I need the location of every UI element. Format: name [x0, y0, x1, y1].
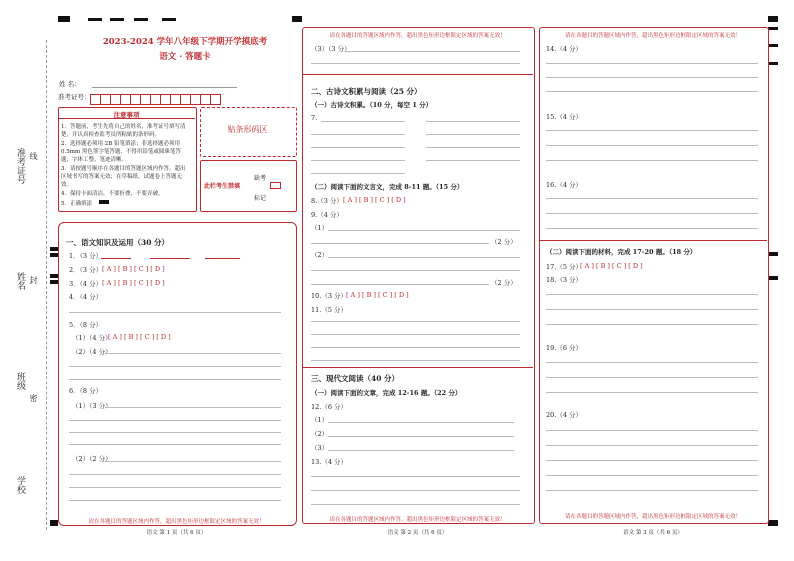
timing-mark	[110, 18, 124, 21]
q17-label: 17.（5 分）	[546, 263, 583, 271]
notice-line: 5．正确填涂	[61, 201, 92, 207]
absent-mark-label-2: 标记	[254, 195, 267, 202]
notice-line: 楚，并认真检查监考员所粘贴的条形码。	[61, 132, 161, 138]
q1-blank[interactable]	[150, 258, 190, 259]
answer-line[interactable]	[546, 228, 758, 229]
notice-line: 题；字体工整、笔迹清晰。	[61, 157, 128, 163]
subsection-3-1: （一）阅读下面的文章，完成 12-16 题。（22 分）	[311, 389, 462, 397]
q7-label: 7.	[311, 114, 318, 122]
answer-line[interactable]	[321, 121, 405, 122]
boundary-warning: 请在各题目的答题区域内作答，超出黑色矩形边框限定区域的答案无效！	[564, 33, 741, 39]
timing-mark	[50, 280, 58, 284]
name-field[interactable]	[92, 87, 237, 88]
timing-mark	[50, 520, 58, 526]
answer-line[interactable]	[311, 284, 489, 285]
answer-line[interactable]	[311, 321, 520, 322]
notice-divider	[58, 118, 195, 119]
q5-label: 5．（8 分）	[69, 321, 103, 329]
answer-line[interactable]	[311, 134, 405, 135]
notice-line: 3．请按题号顺序在各题目的答题区域内作答，超出	[61, 166, 186, 172]
answer-line[interactable]	[546, 430, 758, 431]
answer-line[interactable]	[546, 160, 758, 161]
answer-line[interactable]	[328, 450, 514, 451]
q3-3-label: （3）（3 分）	[311, 45, 351, 53]
q1-label: 1．（3 分）	[69, 252, 103, 260]
q12-3-label: （3）	[311, 444, 329, 452]
answer-line[interactable]	[105, 353, 281, 354]
answer-line[interactable]	[311, 63, 520, 64]
q12-2-label: （2）	[311, 430, 329, 438]
q2-options[interactable]: [ A ] [ B ] [ C ] [ D ]	[102, 265, 165, 273]
notice-line: 区域书写的答案无效；在草稿纸、试题卷上答题无	[61, 174, 183, 180]
answer-line[interactable]	[105, 407, 281, 408]
absent-mark-label: 缺考	[254, 175, 267, 182]
answer-line[interactable]	[311, 173, 405, 174]
timing-mark	[58, 16, 70, 22]
answer-line[interactable]	[426, 121, 520, 122]
section-divider	[302, 74, 533, 75]
boundary-warning: 请在各题目的答题区域内作答，超出黑色矩形边框限定区域的答案无效！	[329, 33, 506, 39]
answer-line[interactable]	[546, 392, 758, 393]
answer-line[interactable]	[69, 312, 281, 313]
q17-options[interactable]: [ A ] [ B ] [ C ] [ D ]	[580, 262, 643, 270]
notice-line: 4．保持卡面清洁，不要折叠、不要弄破。	[61, 191, 164, 197]
ticket-label: 准考证号：	[58, 93, 91, 101]
answer-line[interactable]	[546, 213, 758, 214]
page-footer: 语文 第 1 页（共 6 页）	[146, 530, 207, 536]
section-divider	[302, 367, 533, 368]
q10-label: 10.（3 分）	[311, 292, 348, 300]
page-title: 2023-2024 学年八年级下学期开学摸底考	[102, 37, 268, 47]
q12-1-label: （1）	[311, 416, 329, 424]
answer-line[interactable]	[546, 362, 758, 363]
q6-2-label: （2）（2 分）	[72, 455, 112, 463]
q20-label: 20.（4 分）	[546, 411, 583, 419]
q16-label: 16.（4 分）	[546, 181, 583, 189]
answer-line[interactable]	[328, 422, 514, 423]
timing-mark	[768, 16, 778, 22]
answer-line[interactable]	[311, 347, 520, 348]
boundary-warning: 请在各题目的答题区域内作答，超出黑色矩形边框限定区域的答案无效！	[88, 519, 265, 525]
timing-mark	[768, 27, 778, 30]
subsection-3-2: （二）阅读下面的材料，完成 17-20 题。（18 分）	[546, 248, 697, 256]
timing-mark	[50, 247, 58, 251]
answer-line[interactable]	[546, 77, 758, 78]
side-ticket-label: 准考证号	[15, 148, 25, 184]
q6-1-label: （1）（3 分）	[72, 402, 112, 410]
timing-mark	[768, 44, 778, 47]
q9-1-label: （1）	[311, 224, 329, 232]
q1-blank[interactable]	[205, 258, 240, 259]
side-secret-label: 密	[29, 394, 38, 402]
side-line-label: 线	[29, 152, 38, 160]
side-school-label: 学校	[15, 476, 25, 494]
notice-line: 2．选择题必须用 2B 铅笔填涂；非选择题必须用	[61, 141, 181, 147]
section-divider	[539, 240, 767, 241]
q1-blank[interactable]	[101, 258, 131, 259]
side-seal-label: 封	[29, 276, 38, 284]
answer-line[interactable]	[311, 270, 520, 271]
answer-line[interactable]	[311, 160, 405, 161]
q5-1-label: （1）（4 分）	[72, 334, 112, 342]
answer-line[interactable]	[546, 445, 758, 446]
q18-label: 18.（3 分）	[546, 276, 583, 284]
answer-line[interactable]	[69, 487, 281, 488]
notice-line: 1．答题前，考生先将自己的姓名，准考证号填写清	[61, 124, 186, 130]
q5-2-label: （2）（4 分）	[72, 348, 112, 356]
answer-line[interactable]	[546, 130, 758, 131]
boundary-warning: 请在各题目的答题区域内作答，超出黑色矩形边框限定区域的答案无效！	[329, 517, 506, 523]
timing-mark	[292, 16, 302, 22]
q9-2-label: （2）	[311, 251, 329, 259]
notice-line: 0.5mm 黑色签字笔答题，不得用铅笔或圆珠笔答	[61, 149, 181, 155]
section-1-title: 一、语文知识及运用（30 分）	[66, 238, 170, 247]
answer-line[interactable]	[546, 294, 758, 295]
answer-line[interactable]	[69, 500, 281, 501]
side-class-label: 班级	[15, 372, 25, 390]
notice-title: 注意事项	[113, 111, 140, 119]
q3-label: 3．（4 分）	[69, 280, 103, 288]
answer-line[interactable]	[69, 474, 281, 475]
timing-mark	[88, 18, 102, 21]
answer-line[interactable]	[426, 160, 520, 161]
timing-mark	[768, 520, 778, 526]
q14-label: 14.（4 分）	[546, 45, 583, 53]
q12-label: 12.（6 分）	[311, 403, 348, 411]
answer-line[interactable]	[546, 63, 758, 64]
answer-line[interactable]	[69, 444, 281, 445]
q13-label: 13.（4 分）	[311, 458, 348, 466]
q6-label: 6．（8 分）	[69, 387, 103, 395]
answer-line[interactable]	[311, 243, 489, 244]
absent-label: 此栏考生禁填	[204, 183, 241, 190]
q19-label: 19.（6 分）	[546, 344, 583, 352]
answer-line[interactable]	[69, 379, 281, 380]
section-2-title: 二、古诗文积累与阅读（25 分）	[311, 87, 422, 96]
barcode-label: 贴条形码区	[227, 125, 268, 134]
answer-line[interactable]	[311, 334, 520, 335]
answer-line[interactable]	[69, 366, 281, 367]
answer-line[interactable]	[328, 257, 520, 258]
timing-mark	[134, 18, 148, 21]
answer-line[interactable]	[426, 147, 520, 148]
q4-label: 4．（4 分）	[69, 293, 103, 301]
timing-mark	[768, 62, 778, 65]
q11-label: 11.（5 分）	[311, 306, 348, 314]
q2-label: 2．（3 分）	[69, 266, 103, 274]
answer-line[interactable]	[328, 230, 520, 231]
answer-line[interactable]	[311, 147, 405, 148]
answer-line[interactable]	[69, 432, 281, 433]
answer-line[interactable]	[546, 475, 758, 476]
q9-2-points: （2 分）	[491, 279, 517, 287]
answer-line[interactable]	[328, 436, 514, 437]
page-footer: 语文 第 3 页（共 6 页）	[623, 530, 683, 536]
timing-mark	[50, 253, 58, 257]
q9-label: 9.（4 分）	[311, 211, 343, 219]
side-name-label: 姓名	[15, 272, 25, 290]
absent-checkbox[interactable]	[270, 182, 281, 189]
subsection-2-2: （二）阅读下面的文言文，完成 8-11 题。（15 分）	[311, 183, 464, 191]
answer-line[interactable]	[546, 490, 758, 491]
q10-options[interactable]: [ A ] [ B ] [ C ] [ D ]	[346, 291, 409, 299]
q5-1-options[interactable]: [ A ] [ B ] [ C ] [ D ]	[108, 333, 171, 341]
answer-line[interactable]	[311, 490, 520, 491]
answer-line[interactable]	[311, 476, 520, 477]
answer-line[interactable]	[426, 134, 520, 135]
answer-line[interactable]	[546, 198, 758, 199]
answer-line[interactable]	[311, 360, 520, 361]
timing-mark	[50, 274, 58, 278]
answer-line[interactable]	[105, 461, 281, 462]
q8-options[interactable]: [ A ] [ B ] [ C ] [ D ]	[343, 196, 406, 204]
fill-sample	[99, 200, 109, 204]
subsection-2-1: （一）古诗文积累。（10 分，每空 1 分）	[311, 101, 433, 109]
q15-label: 15.（4 分）	[546, 113, 583, 121]
answer-line[interactable]	[546, 377, 758, 378]
q8-label: 8.（3 分）	[311, 197, 343, 205]
timing-mark	[768, 276, 778, 280]
binding-line	[46, 40, 47, 530]
answer-line[interactable]	[546, 91, 758, 92]
timing-mark	[768, 252, 778, 256]
q3-options[interactable]: [ A ] [ B ] [ C ] [ D ]	[102, 279, 165, 287]
answer-line[interactable]	[546, 309, 758, 310]
page-subtitle: 语文 · 答题卡	[159, 52, 211, 62]
boundary-warning: 请在各题目的答题区域内作答，超出黑色矩形边框限定区域的答案无效！	[564, 514, 741, 520]
answer-line[interactable]	[546, 460, 758, 461]
answer-line[interactable]	[546, 324, 758, 325]
timing-mark	[162, 18, 176, 21]
page-footer: 语文 第 2 页（共 6 页）	[387, 530, 448, 536]
answer-line[interactable]	[69, 420, 281, 421]
answer-line[interactable]	[546, 145, 758, 146]
q9-1-points: （2 分）	[491, 238, 517, 246]
section-3-title: 三、现代文阅读（40 分）	[311, 374, 400, 383]
answer-line[interactable]	[311, 504, 520, 505]
answer-line[interactable]	[345, 51, 520, 52]
name-label: 姓 名：	[59, 80, 81, 88]
ticket-number-grid[interactable]	[90, 90, 220, 101]
notice-line: 效。	[61, 182, 73, 188]
